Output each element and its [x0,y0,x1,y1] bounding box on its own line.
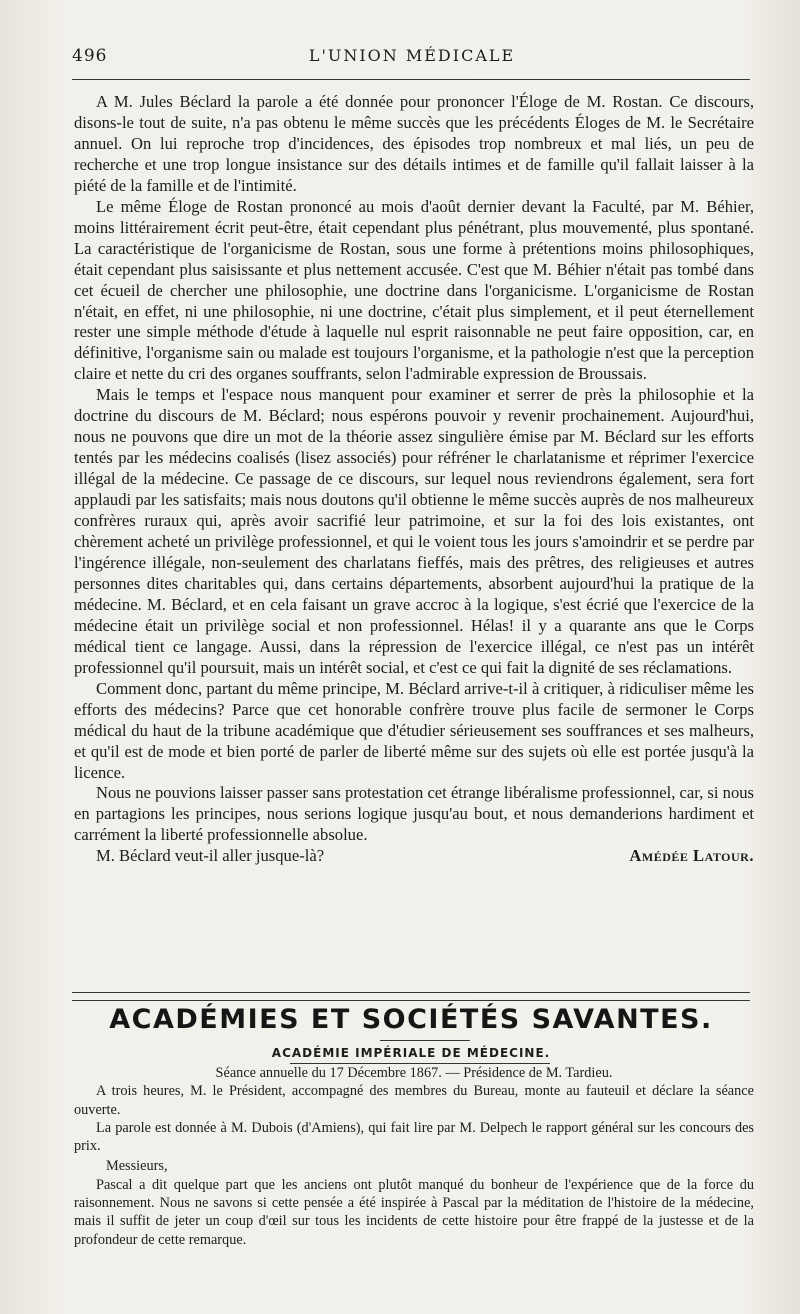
title-underline [380,1040,470,1041]
author-signature: Amédée Latour. [629,846,754,866]
article-paragraph: Le même Éloge de Rostan prononcé au mois d'août dernier devant la Faculté, par M. Béhier, moins littérairement écrit peut-être, était cependant plus pénétrant, plus mouvementé, plus spontané. La caractéristique de l'organicisme de Rostan, sous une forme à prétentions moins philosophiques, était cependant plus saisissante et plus nettement accusée. C'est que M. Béhier n'était pas tombé dans cet écueil de chercher une philosophie, une doctrine dans l'organicisme. L'organicisme de Rostan n'était, en effet, ni une philosophie, ni une doctrine, c'était plus simplement, et il peut éternellement rester une simple méthode d'étude à laquelle nul esprit raisonnable ne peut faire opposition, car, en définitive, l'organisme sain ou malade est toujours l'organisme, et la pathologie n'est que la perception claire et nette du cri des organes souffrants, selon l'admirable expression de Broussais. [74,196,754,384]
salutation: Messieurs, [106,1158,168,1175]
page-number: 496 [72,46,108,66]
header-rule [72,79,750,80]
article-paragraph: A M. Jules Béclard la parole a été donnée pour prononcer l'Éloge de M. Rostan. Ce discours, disons-le tout de suite, n'a pas obtenu le même succès que les précédents Éloges de M. le Secrétaire annuel. On lui reproche trop d'incidences, des épisodes trop nombreux et mal liés, un peu de recherche et une trop longue insistance sur des détails intimes et de famille qu'il fallait laisser à la piété de la famille et de l'intimité. [74,92,754,195]
article-paragraph: Comment donc, partant du même principe, M. Béclard arrive-t-il à critiquer, à ridiculiser même les efforts des médecins? Parce que cet honorable confrère trouve plus facile de sermoner le Corps médical du haut de la tribune académique que d'étudier sérieusement ses souffrances et ses malheurs, et qu'il est de mode et bien porté de parler de liberté même sur des sujets où elle est portée jusqu'à la licence. [74,678,754,782]
article-paragraph: Nous ne pouvions laisser passer sans protestation cet étrange libéralisme professionnel, car, si nous en partagions les principes, nous serions logique jusqu'au bout, et nous demanderions hardiment et carrément la liberté professionnelle absolue. [74,783,754,845]
editorial-article [74,92,754,867]
section-rule-top [72,992,750,993]
running-head: L'UNION MÉDICALE [308,46,516,65]
section-rule-bottom [72,1000,750,1001]
session-minutes [74,1064,754,1249]
minutes-paragraph: La parole est donnée à M. Dubois (d'Amiens), qui fait lire par M. Delpech le rapport général sur les concours des prix. [74,1119,754,1155]
article-paragraph: Mais le temps et l'espace nous manquent pour examiner et serrer de près la philosophie et la doctrine du discours de M. Béclard; nous espérons pouvoir y revenir prochainement. Aujourd'hui, nous ne pouvons que dire un mot de la théorie assez singulière émise par M. Béclard sur les efforts tentés par les médecins coalisés (lisez associés) pour réfréner le charlatanisme et réprimer l'exercice illégal de la médecine. Ce passage de ce discours, sur lequel nous reviendrons également, sera fort applaudi par les satisfaits; mais nous doutons qu'il obtienne le même succès auprès de nos malheureux confrères ruraux qui, après avoir sacrifié leur patrimoine, et sur la foi des lois existantes, ont chèrement acheté un privilège professionnel, et qui le voient tous les jours s'amoindrir et se perdre par l'ingérence illégale, non-seulement des charlatans fieffés, mais des prêtres, des religieuses et autres personnes dites charitables qui, dans certains départements, absorbent aujourd'hui la pratique de la médecine. M. Béclard, et en cela faisant un grave accroc à la logique, s'est écrié que l'exercice de la médecine était un privilège social et non professionnel. Hélas! il y a quarante ans que le Corps médical tient ce langage. Aussi, dans la répression de l'exercice illégal, ce n'est pas un intérêt professionnel qu'il poursuit, mais un intérêt social, et c'est ce qui fait la dignité de ses réclamations. [74,385,754,677]
session-line: Séance annuelle du 17 Décembre 1867. — Présidence de M. Tardieu. [215,1065,613,1081]
closing-question: M. Béclard veut-il aller jusque-là? [96,846,325,866]
section-title: ACADÉMIES ET SOCIÉTÉS SAVANTES. [109,1004,713,1035]
minutes-paragraph: A trois heures, M. le Président, accompagné des membres du Bureau, monte au fauteuil et déclare la séance ouverte. [74,1083,754,1118]
academy-heading: ACADÉMIE IMPÉRIALE DE MÉDECINE. [271,1046,551,1060]
article-signoff [74,846,754,867]
page-header [72,44,752,74]
minutes-paragraph: Pascal a dit quelque part que les anciens ont plutôt manqué du bonheur de l'expérience que de la force du raisonnement. Nous ne savons si cette pensée a été inspirée à Pascal par la méditation de l'histoire de la médecine, mais il suffit de jeter un coup d'œil sur tous les incidents de cette histoire pour être frappé de la justesse et de la profondeur de cette remarque. [74,1176,754,1248]
